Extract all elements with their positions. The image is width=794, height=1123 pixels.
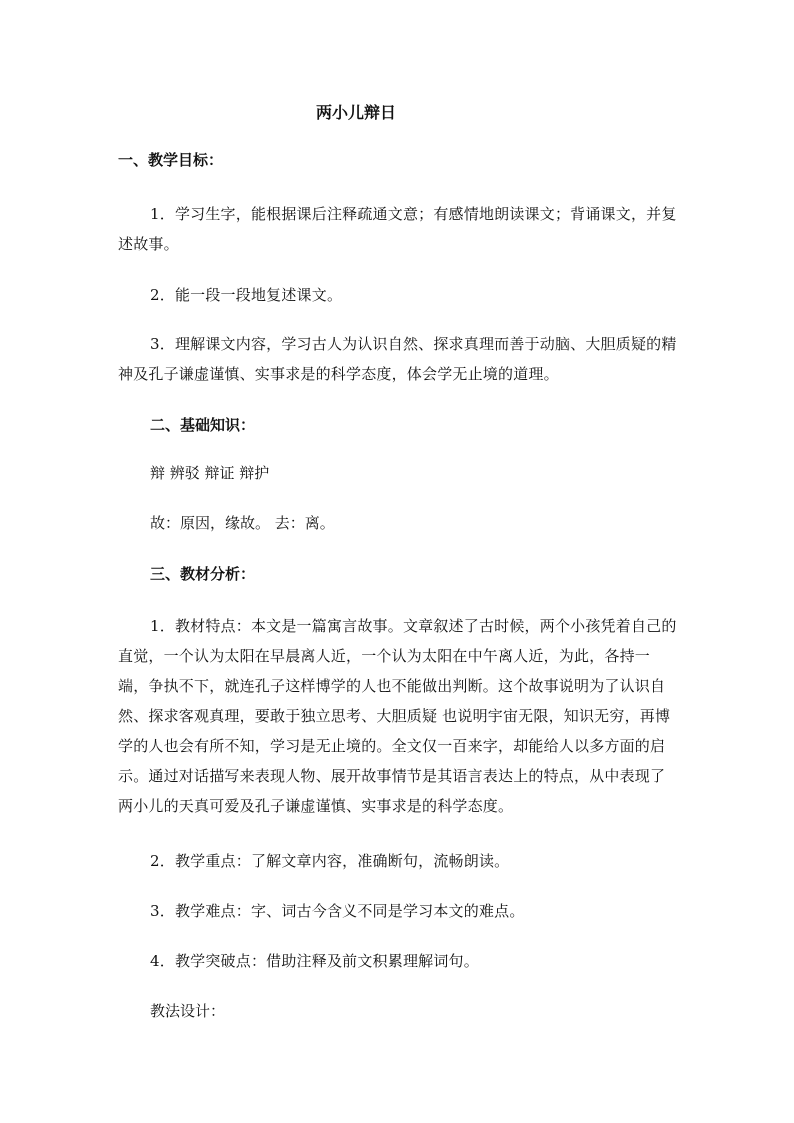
objective-item-2: 2．能一段一段地复述课文。 <box>150 286 343 304</box>
analysis-item-1: 1．教材特点：本文是一篇寓言故事。文章叙述了古时候，两个小孩凭着自己的直觉，一个认为太阳在早晨离人近，一个认为太阳在中午离人近，为此，各持一端，争执不下，就连孔子这样博学的人也不能做出判断。这个故事说明为了认识自然、探求客观真理，要敢于独立思考、大胆质疑 也说明宇宙无限，知识无穷，再博学的人也会有所不知，学习是无止境的。全文仅一百来字，却能给人以多方面的启示。通过对话描写来表现人物、展开故事情节是其语言表达上的特点，从中表现了两小儿的天真可爱及孔子谦虚谨慎、实事求是的科学态度。 <box>118 617 677 815</box>
analysis-item-3: 3．教学难点：字、词古今含义不同是学习本文的难点。 <box>150 902 525 920</box>
analysis-heading: 三、教材分析： <box>150 565 256 583</box>
method-heading: 教法设计： <box>150 1002 226 1020</box>
analysis-item-4: 4．教学突破点：借助注释及前文积累理解词句。 <box>150 952 479 970</box>
analysis-item-2: 2．教学重点：了解文章内容，准确断句，流畅朗读。 <box>150 852 510 870</box>
objective-item-1: 1．学习生字，能根据课后注释疏通文意；有感情地朗读课文；背诵课文，并复述故事。 <box>118 205 677 253</box>
basics-line-1: 辩 辨驳 辩证 辩护 <box>150 464 270 482</box>
basics-line-2: 故：原因，缘故。 去：离。 <box>150 514 335 532</box>
basics-heading: 二、基础知识： <box>150 416 256 434</box>
objectives-heading: 一、教学目标： <box>118 151 224 169</box>
document-title: 两小儿辩日 <box>315 103 396 122</box>
objective-item-3: 3．理解课文内容，学习古人为认识自然、探求真理而善于动脑、大胆质疑的精神及孔子谦虚谨慎、实事求是的科学态度，体会学无止境的道理。 <box>118 335 677 383</box>
